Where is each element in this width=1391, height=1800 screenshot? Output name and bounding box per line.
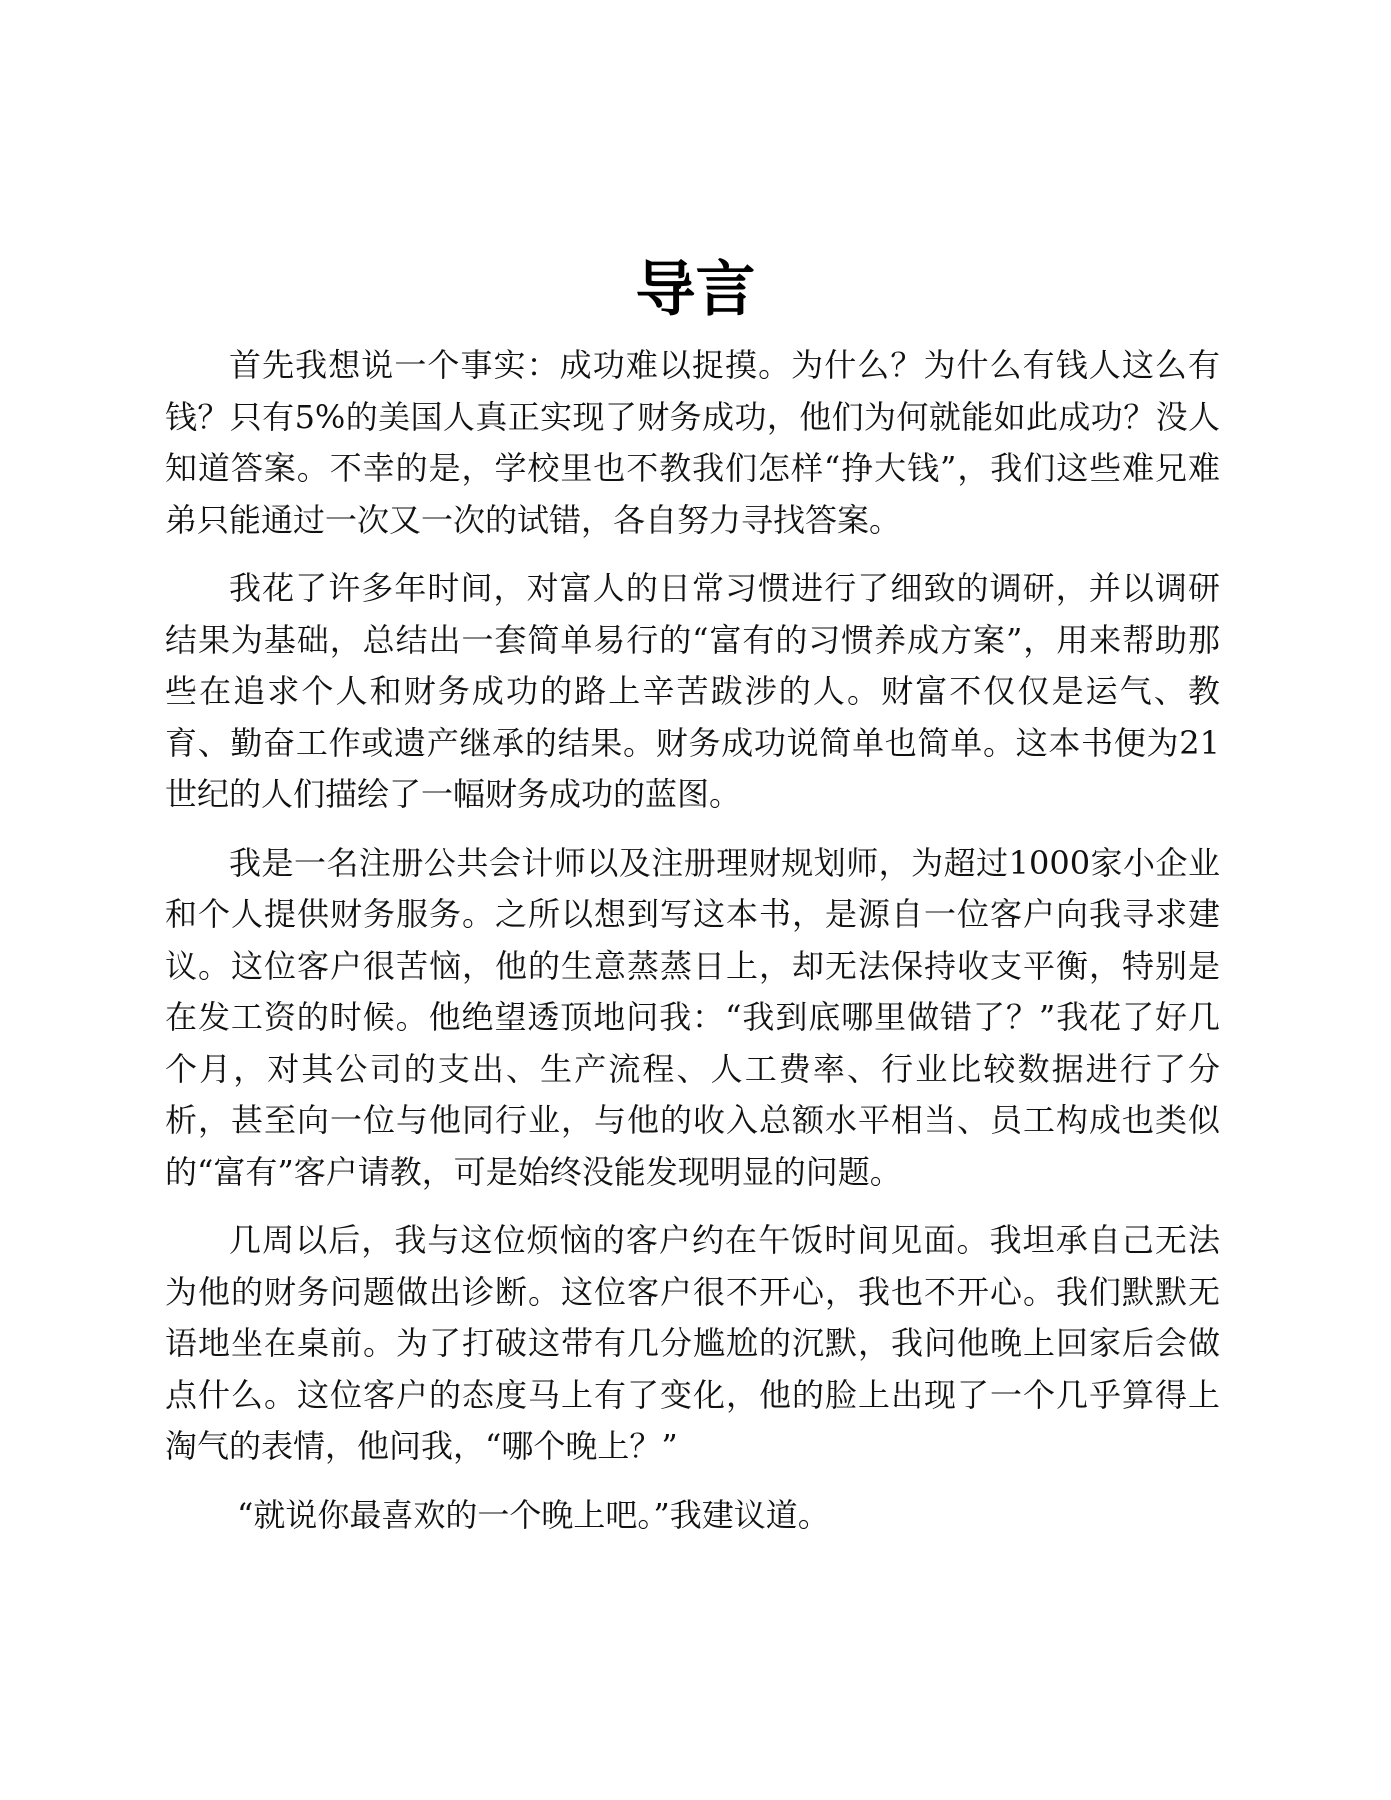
body-text bbox=[165, 340, 1220, 1558]
paragraph-2: 我花了许多年时间，对富人的日常习惯进行了细致的调研，并以调研结果为基础，总结出一套简单易行的“富有的习惯养成方案”，用来帮助那些在追求个人和财务成功的路上辛苦跋涉的人。财富不仅仅是运气、教育、勤奋工作或遗产继承的结果。财务成功说简单也简单。这本书便为21世纪的人们描绘了一幅财务成功的蓝图。 bbox=[165, 569, 1220, 813]
page-title: 导言 bbox=[635, 255, 756, 325]
paragraph-5: “就说你最喜欢的一个晚上吧。”我建议道。 bbox=[237, 1495, 830, 1534]
paragraph-1: 首先我想说一个事实：成功难以捉摸。为什么？为什么有钱人这么有钱？只有5%的美国人真正实现了财务成功，他们为何就能如此成功？没人知道答案。不幸的是，学校里也不教我们怎样“挣大钱”，我们这些难兄难弟只能通过一次又一次的试错，各自努力寻找答案。 bbox=[165, 346, 1220, 539]
paragraph-3: 我是一名注册公共会计师以及注册理财规划师，为超过1000家小企业和个人提供财务服务。之所以想到写这本书，是源自一位客户向我寻求建议。这位客户很苦恼，他的生意蒸蒸日上，却无法保持收支平衡，特别是在发工资的时候。他绝望透顶地问我：“我到底哪里做错了？”我花了好几个月，对其公司的支出、生产流程、人工费率、行业比较数据进行了分析，甚至向一位与他同行业，与他的收入总额水平相当、员工构成也类似的“富有”客户请教，可是始终没能发现明显的问题。 bbox=[165, 843, 1220, 1191]
paragraph-4: 几周以后，我与这位烦恼的客户约在午饭时间见面。我坦承自己无法为他的财务问题做出诊断。这位客户很不开心，我也不开心。我们默默无语地坐在桌前。为了打破这带有几分尴尬的沉默，我问他晚上回家后会做点什么。这位客户的态度马上有了变化，他的脸上出现了一个几乎算得上淘气的表情，他问我，“哪个晚上？” bbox=[165, 1221, 1220, 1465]
